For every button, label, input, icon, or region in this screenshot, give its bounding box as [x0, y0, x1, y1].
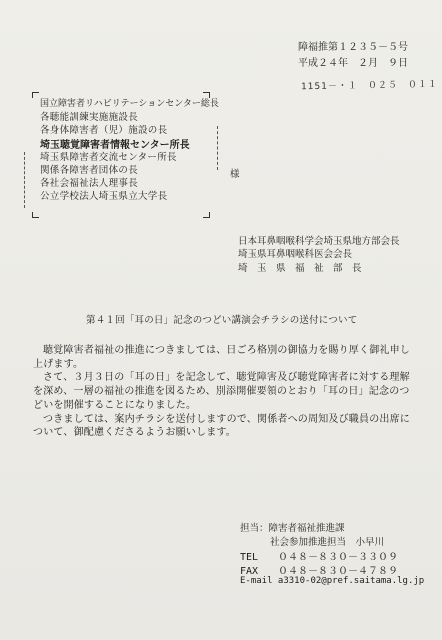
sender-list [238, 233, 400, 273]
honorific: 様 [230, 169, 240, 180]
fax-label: FAX [240, 566, 259, 577]
fax-number: ０４８－８３０－４７８９ [278, 566, 398, 577]
email-address: E-mail a3310-02@pref.saitama.lg.jp [240, 576, 425, 586]
issue-date: 平成２４年 ２月 ９日 [298, 58, 408, 69]
letter-body [33, 344, 411, 440]
recipient-item: 各社会福祉法人理事長 [40, 178, 139, 190]
handwritten-mark: 1151－・１ ０２５ ０１１ [300, 79, 439, 93]
recipient-item: 埼玉聴覚障害者情報センター所長 [40, 139, 190, 151]
tel-number: ０４８－８３０－３３０９ [278, 552, 398, 563]
recipient-list [40, 96, 219, 202]
sender-item: 日本耳鼻咽喉科学会埼玉県地方部会長 [238, 236, 400, 247]
body-paragraph: 聴覚障害者福祉の推進につきましては、日ごろ格別の御協力を賜り厚く御礼申し上げます。 [33, 345, 410, 370]
reference-number: 障福推第１２３５－５号 [298, 42, 408, 53]
body-paragraph: さて、３月３日の「耳の日」を記念して、聴覚障害及び聴覚障害者に対する理解を深め、一層の福祉の推進を図るため、別添開催要領のとおり「耳の日」記念のつどいを開催することになりました。 [33, 372, 410, 411]
contact-block [240, 520, 424, 590]
sender-item: 埼玉県耳鼻咽喉科医会会長 [238, 249, 353, 261]
recipient-item: 国立障害者リハビリテーションセンター総長 [40, 99, 219, 109]
recipient-item: 各身体障害者（児）施設の長 [40, 125, 168, 137]
recipient-item: 公立学校法人埼玉県立大学長 [40, 191, 168, 203]
contact-person: 社会参加推進担当 小早川 [270, 537, 385, 548]
recipient-item: 関係各障害者団体の長 [40, 164, 139, 176]
body-paragraph: つきましては、案内チラシを送付しますので、関係者への周知及び職員の出席について、御配慮くださるようお願いします。 [33, 413, 410, 439]
subject-line: 第４１回「耳の日」記念のつどい講演会チラシの送付について [86, 315, 358, 326]
reference-block [298, 41, 408, 73]
recipient-item: 埼玉県障害者交流センター所長 [40, 151, 177, 163]
tel-label: TEL [240, 552, 259, 563]
recipient-item: 各聴能訓練実施施設長 [40, 112, 139, 124]
contact-department: 担当：障害者福祉推進課 [240, 523, 345, 534]
sender-item: 埼 玉 県 福 祉 部 長 [238, 262, 362, 274]
